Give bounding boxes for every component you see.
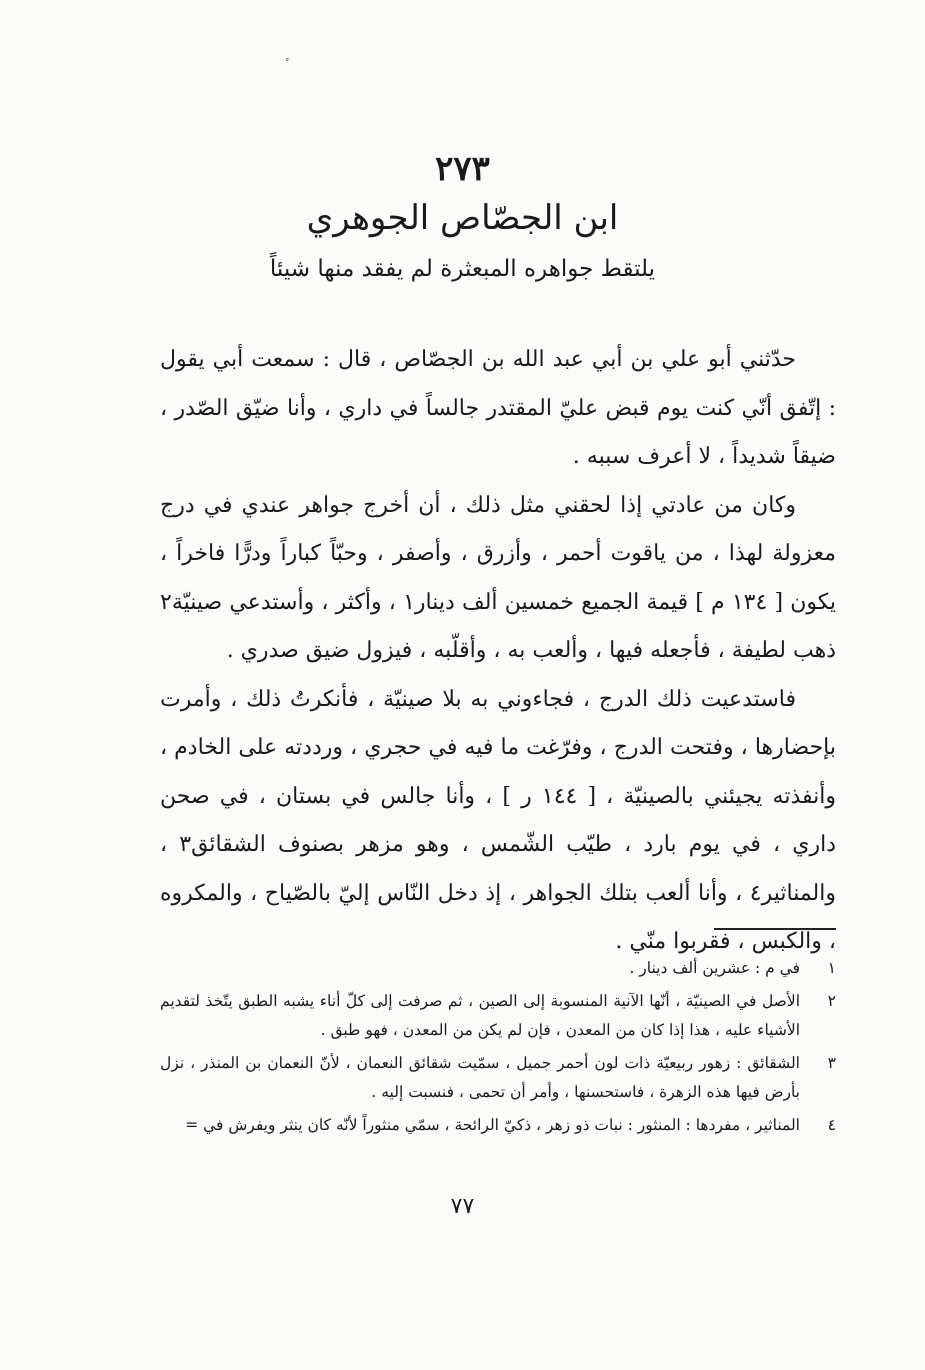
footnote-number: ٢ [827, 992, 836, 1010]
footnote [160, 1111, 836, 1140]
chapter-number: ٢٧٣ [435, 149, 490, 189]
chapter-subtitle: يلتقط جواهره المبعثرة لم يفقد منها شيئاً [269, 256, 656, 282]
footnote-separator [714, 928, 836, 930]
footnote [160, 1049, 836, 1107]
footnote-number: ١ [827, 959, 836, 977]
paragraph: حدّثني أبو علي بن أبي عبد الله بن الجصّاص ، قال : سمعت أبي يقول : إتّفق أنّي كنت يوم قبض عليّ المقتدر جالساً في داري ، وأنا ضيّق الصّدر ، ضيقاً شديداً ، لا أعرف سببه . [160, 347, 836, 469]
footnote-text: الأصل في الصينيّة ، أنّها الآنية المنسوبة إلى الصين ، ثم صرفت إلى كلّ أناء يشبه الطبق يتّخذ لتقديم الأشياء عليه ، هذا إذا كان من المعدن ، فإن لم يكن من المعدن ، فهو طبق . [160, 992, 800, 1039]
body-text [160, 336, 836, 967]
footnote-text: الشقائق : زهور ربيعيّة ذات لون أحمر جميل ، سمّيت شقائق النعمان ، لأنّ النعمان بن المنذر ، نزل بأرض فيها هذه الزهرة ، فاستحسنها ، وأمر أن تحمى ، فنسبت إليه . [160, 1054, 800, 1101]
chapter-title: ابن الجصّاص الجوهري [306, 198, 619, 238]
footnote [160, 954, 836, 983]
footnote-number: ٤ [827, 1116, 836, 1134]
footnote-text: المناثير ، مفردها : المنثور : نبات ذو زهر ، ذكيّ الرائحة ، سمّي منثوراً لأنّه كان ينثر ويفرش في = [185, 1116, 800, 1134]
paragraph: وكان من عادتي إذا لحقني مثل ذلك ، أن أخرج جواهر عندي في درج معزولة لهذا ، من ياقوت أحمر ، وأزرق ، وأصفر ، وحبّاً كباراً ودرًّا فاخراً ، يكون [ ١٣٤ م ] قيمة الجميع خمسين ألف دينار١ ، وأكثر ، وأستدعي صينيّة٢ ذهب لطيفة ، فأجعله فيها ، وألعب به ، وأقلّبه ، فيزول ضيق صدري . [160, 492, 836, 663]
footnote [160, 987, 836, 1045]
footnote-text: في م : عشرين ألف دينار . [629, 959, 800, 977]
page-number: ٧٧ [450, 1194, 475, 1219]
paragraph: فاستدعيت ذلك الدرج ، فجاءوني به بلا صينيّة ، فأنكرتُ ذلك ، وأمرت بإحضارها ، وفتحت الدرج ، وفرّغت ما فيه في حجري ، ورددته على الخادم ، وأنفذته يجيئني بالصينيّة ، [ ١٤٤ ر ] ، وأنا جالس في بستان ، في صحن داري ، في يوم بارد ، طيّب الشّمس ، وهو مزهر بصنوف الشقائق٣ ، والمناثير٤ ، وأنا ألعب بتلك الجواهر ، إذ دخل النّاس إليّ بالصّياح ، والمكروه ، والكبس ، فقربوا منّي . [160, 686, 837, 954]
footnote-number: ٣ [827, 1054, 836, 1072]
footnotes [160, 954, 836, 1144]
